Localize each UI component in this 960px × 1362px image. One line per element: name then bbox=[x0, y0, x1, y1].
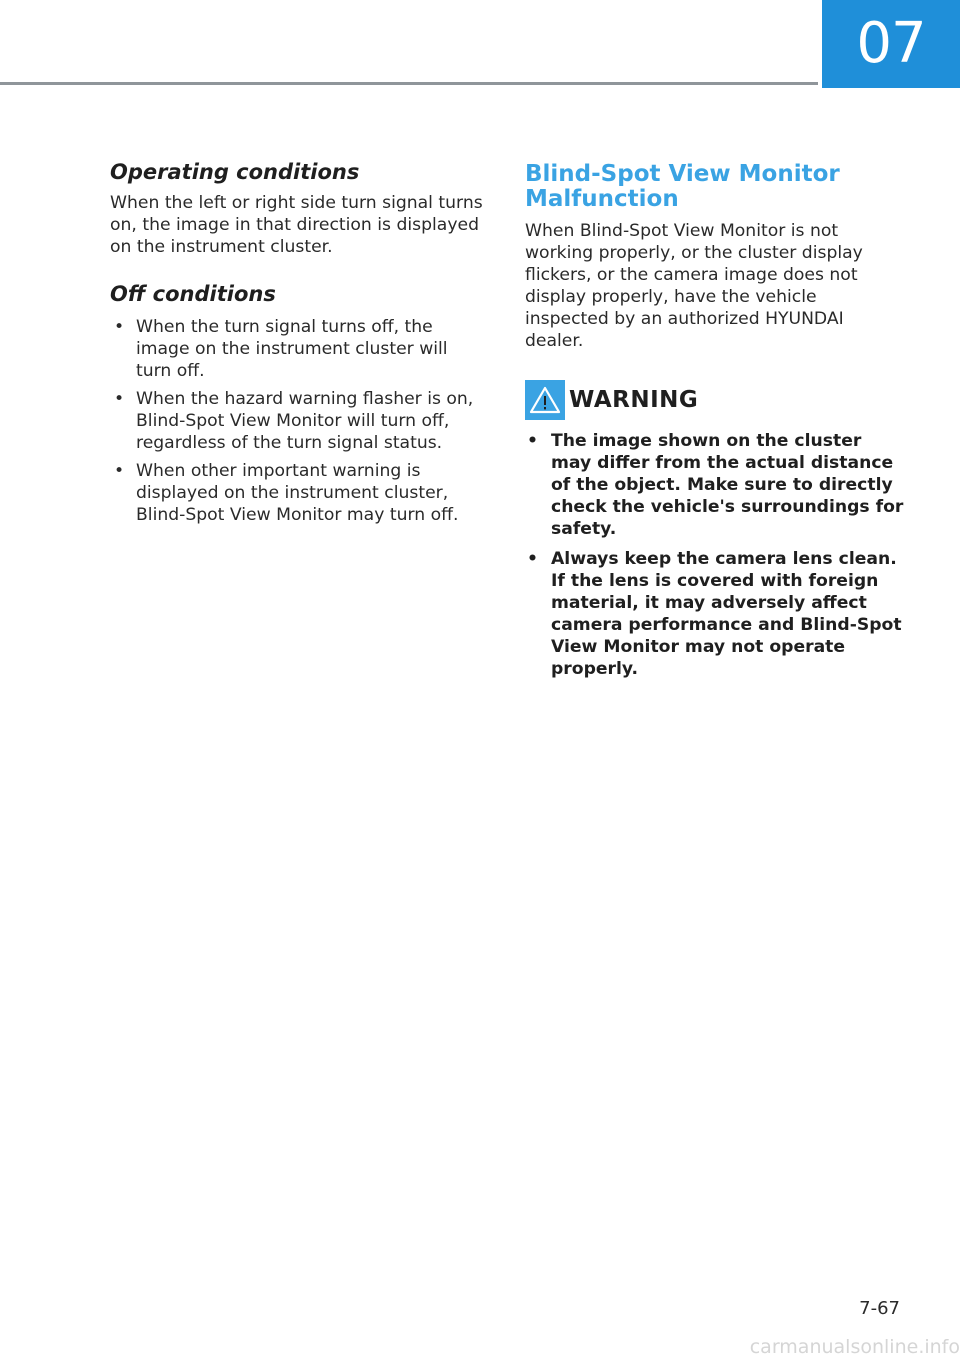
bullet-icon: • bbox=[114, 317, 125, 337]
warning-list bbox=[525, 430, 905, 680]
malfunction-heading-line2: Malfunction bbox=[525, 186, 679, 212]
off-conditions-heading: Off conditions bbox=[110, 282, 276, 306]
operating-conditions-text: When the left or right side turn signal turns on, the image in that direction is displayed on the instrument cluster. bbox=[110, 193, 483, 257]
bullet-icon: • bbox=[527, 431, 538, 451]
list-item bbox=[110, 460, 485, 526]
list-item bbox=[525, 548, 905, 680]
bullet-icon: • bbox=[114, 461, 125, 481]
list-item-text: When the turn signal turns off, the image on the instrument cluster will turn off. bbox=[136, 317, 448, 381]
chapter-tab: 07 bbox=[822, 0, 960, 88]
list-item-text: The image shown on the cluster may differ from the actual distance of the object. Make sure to directly check the vehicle's surroundings for safety. bbox=[551, 431, 904, 539]
list-item bbox=[110, 316, 485, 382]
right-column bbox=[525, 160, 905, 688]
operating-conditions-heading: Operating conditions bbox=[110, 160, 360, 184]
header-rule bbox=[0, 82, 818, 85]
list-item bbox=[110, 388, 485, 454]
watermark-text: carmanualsonline.info bbox=[749, 1336, 960, 1358]
warning-label: WARNING bbox=[569, 387, 699, 413]
malfunction-heading-line1: Blind-Spot View Monitor bbox=[525, 161, 840, 187]
malfunction-text: When Blind-Spot View Monitor is not working properly, or the cluster display flickers, or the camera image does not display properly, have the vehicle inspected by an authorized HYUNDAI dealer. bbox=[525, 221, 863, 351]
off-conditions-list bbox=[110, 316, 485, 526]
list-item bbox=[525, 430, 905, 540]
page-number: 7-67 bbox=[859, 1298, 900, 1319]
left-column bbox=[110, 160, 485, 532]
list-item-text: When the hazard warning flasher is on, Blind-Spot View Monitor will turn off, regardless of the turn signal status. bbox=[136, 389, 474, 453]
warning-header bbox=[525, 380, 905, 420]
watermark bbox=[0, 1332, 960, 1362]
list-item-text: When other important warning is displayed on the instrument cluster, Blind-Spot View Monitor may turn off. bbox=[136, 461, 459, 525]
bullet-icon: • bbox=[114, 389, 125, 409]
malfunction-heading bbox=[525, 162, 905, 212]
list-item-text: Always keep the camera lens clean. If the lens is covered with foreign material, it may adversely affect camera performance and Blind-Spot View Monitor may not operate properly. bbox=[551, 549, 902, 679]
bullet-icon: • bbox=[527, 549, 538, 569]
warning-triangle-icon bbox=[525, 380, 565, 420]
